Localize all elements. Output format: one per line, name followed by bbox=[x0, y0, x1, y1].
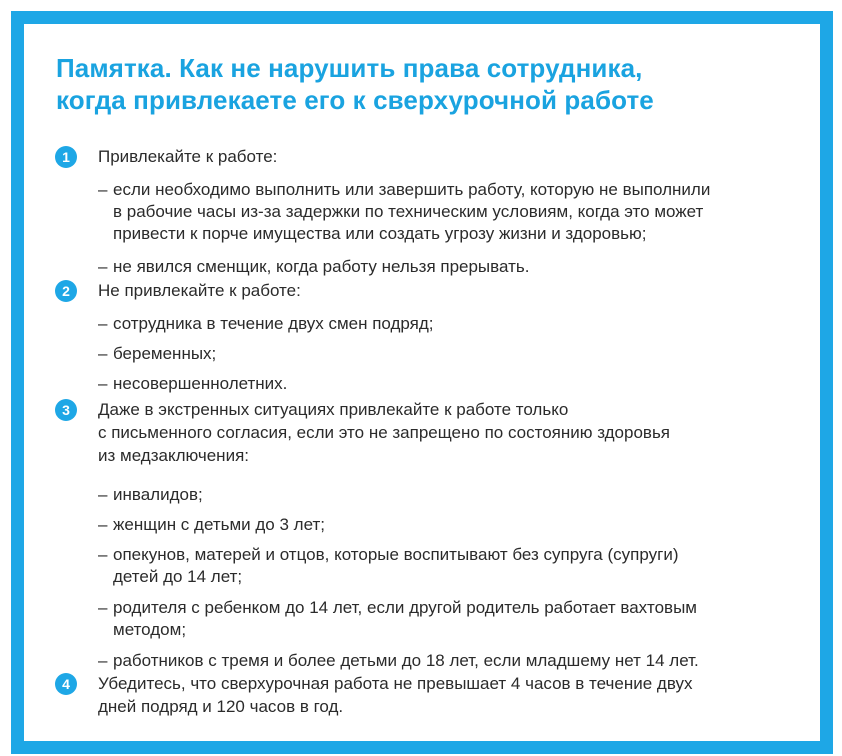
list-item-line: опекунов, матерей и отцов, которые воспитывают без супруга (супруги) bbox=[113, 545, 679, 564]
memo-title-line-1: Памятка. Как не нарушить права сотрудника, bbox=[56, 53, 643, 83]
dash-bullet: – bbox=[98, 515, 108, 534]
list-item-line: если необходимо выполнить или завершить работу, которую не выполнили bbox=[113, 180, 711, 199]
section-heading bbox=[98, 145, 798, 168]
list-item-line: женщин с детьми до 3 лет; bbox=[113, 515, 325, 534]
list-item-text bbox=[113, 597, 803, 641]
list-item-line: не явился сменщик, когда работу нельзя прерывать. bbox=[113, 257, 530, 276]
dash-bullet: – bbox=[98, 180, 108, 199]
section-heading bbox=[98, 279, 798, 302]
list-item-line: в рабочие часы из-за задержки по техническим условиям, когда это может bbox=[113, 202, 704, 221]
memo-frame bbox=[11, 11, 833, 754]
list-item-line: сотрудника в течение двух смен подряд; bbox=[113, 314, 434, 333]
section-heading-line: дней подряд и 120 часов в год. bbox=[98, 697, 344, 716]
list-item-line: методом; bbox=[113, 620, 187, 639]
step-number-badge: 2 bbox=[55, 280, 77, 302]
section-heading-line: Не привлекайте к работе: bbox=[98, 281, 301, 300]
list-item-line: несовершеннолетних. bbox=[113, 374, 288, 393]
step-number-badge: 3 bbox=[55, 399, 77, 421]
list-item-text bbox=[113, 343, 803, 365]
list-item-text bbox=[113, 544, 803, 588]
list-item-text bbox=[113, 179, 803, 245]
dash-bullet: – bbox=[98, 545, 108, 564]
section-heading-line: Убедитесь, что сверхурочная работа не превышает 4 часов в течение двух bbox=[98, 674, 693, 693]
dash-bullet: – bbox=[98, 257, 108, 276]
dash-bullet: – bbox=[98, 314, 108, 333]
list-item-line: беременных; bbox=[113, 344, 217, 363]
memo-title-line-2: когда привлекаете его к сверхурочной работе bbox=[56, 85, 654, 115]
list-item-text bbox=[113, 313, 803, 335]
memo-title bbox=[56, 52, 796, 116]
dash-bullet: – bbox=[98, 374, 108, 393]
dash-bullet: – bbox=[98, 598, 108, 617]
list-item-text bbox=[113, 514, 803, 536]
list-item-text bbox=[113, 373, 803, 395]
list-item-text bbox=[113, 256, 803, 278]
section-heading-line: Даже в экстренных ситуациях привлекайте к работе только bbox=[98, 400, 569, 419]
step-number-badge: 1 bbox=[55, 146, 77, 168]
section-heading bbox=[98, 672, 798, 718]
dash-bullet: – bbox=[98, 344, 108, 363]
list-item-line: привести к порче имущества или создать угрозу жизни и здоровью; bbox=[113, 224, 647, 243]
section-heading-line: из медзаключения: bbox=[98, 446, 249, 465]
list-item-line: родителя с ребенком до 14 лет, если другой родитель работает вахтовым bbox=[113, 598, 697, 617]
section-heading-line: с письменного согласия, если это не запрещено по состоянию здоровья bbox=[98, 423, 671, 442]
list-item-line: детей до 14 лет; bbox=[113, 567, 243, 586]
list-item-line: инвалидов; bbox=[113, 485, 203, 504]
list-item-text bbox=[113, 650, 803, 672]
section-heading-line: Привлекайте к работе: bbox=[98, 147, 278, 166]
section-heading bbox=[98, 398, 798, 467]
dash-bullet: – bbox=[98, 485, 108, 504]
list-item-text bbox=[113, 484, 803, 506]
step-number-badge: 4 bbox=[55, 673, 77, 695]
dash-bullet: – bbox=[98, 651, 108, 670]
list-item-line: работников с тремя и более детьми до 18 лет, если младшему нет 14 лет. bbox=[113, 651, 699, 670]
